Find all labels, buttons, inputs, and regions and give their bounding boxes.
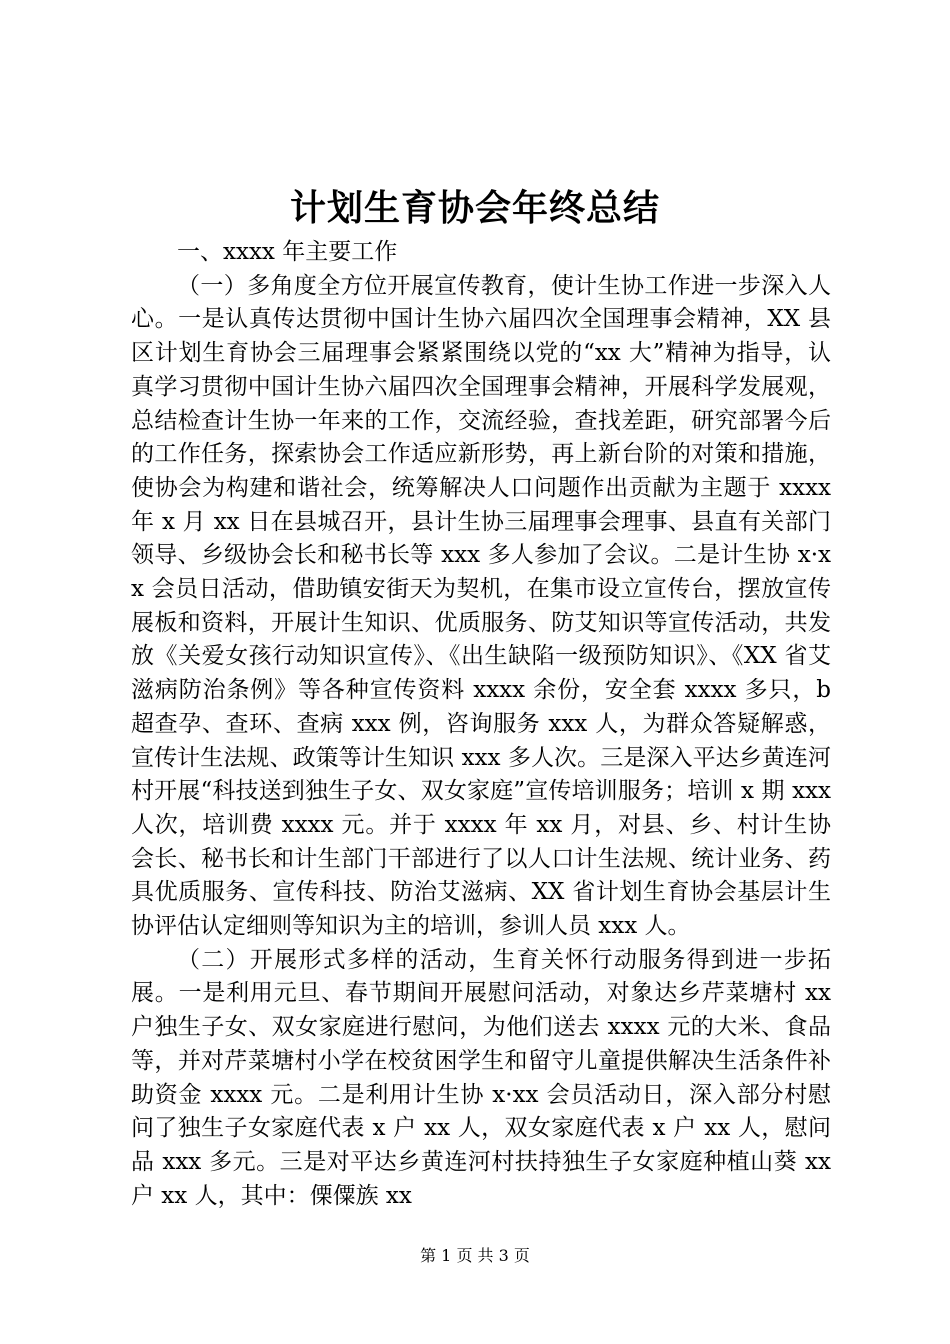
document-body [131,236,839,1213]
paragraph-2: （二）开展形式多样的活动，生育关怀行动服务得到进一步拓展。一是利用元旦、春节期间开展慰问活动，对象达乡芹菜塘村 xx 户独生子女、双女家庭进行慰问，为他们送去 xxxx 元的大米、食品等，并对芹菜塘村小学在校贫困学生和留守儿童提供解决生活条件补助资金 xxxx 元。二是利用计生协 x·xx 会员活动日，深入部分村慰问了独生子女家庭代表 x 户 xx 人，双女家庭代表 x 户 xx 人，慰问品 xxx 多元。三是对平达乡黄连河村扶持独生子女家庭种植山葵 xx 户 xx 人，其中：傈僳族 xx [131,946,839,1209]
document-title: 计划生育协会年终总结 [289,187,660,229]
page-footer: 第 1 页 共 3 页 [420,1246,530,1265]
section-heading: 一、xxxx 年主要工作 [177,239,398,265]
paragraph-1: （一）多角度全方位开展宣传教育，使计生协工作进一步深入人心。一是认真传达贯彻中国计生协六届四次全国理事会精神，XX 县区计划生育协会三届理事会紧紧围绕以党的“xx 大”精神为指导，认真学习贯彻中国计生协六届四次全国理事会精神，开展科学发展观，总结检查计生协一年来的工作，交流经验，查找差距，研究部署今后的工作任务，探索协会工作适应新形势，再上新台阶的对策和措施，使协会为构建和谐社会，统筹解决人口问题作出贡献为主题于 xxxx 年 x 月 xx 日在县城召开，县计生协三届理事会理事、县直有关部门领导、乡级协会长和秘书长等 xxx 多人参加了会议。二是计生协 x·xx 会员日活动，借助镇安街天为契机，在集市设立宣传台，摆放宣传展板和资料，开展计生知识、优质服务、防艾知识等宣传活动，共发放《关爱女孩行动知识宣传》、《出生缺陷一级预防知识》、《XX 省艾滋病防治条例》等各种宣传资料 xxxx 余份，安全套 xxxx 多只，b 超查孕、查环、查病 xxx 例，咨询服务 xxx 人，为群众答疑解惑，宣传计生法规、政策等计生知识 xxx 多人次。三是深入平达乡黄连河村开展“科技送到独生子女、双女家庭”宣传培训服务；培训 x 期 xxx 人次，培训费 xxxx 元。并于 xxxx 年 xx 月，对县、乡、村计生协会长、秘书长和计生部门干部进行了以人口计生法规、统计业务、药具优质服务、宣传科技、防治艾滋病、XX 省计划生育协会基层计生协评估认定细则等知识为主的培训，参训人员 xxx 人。 [131,272,839,940]
